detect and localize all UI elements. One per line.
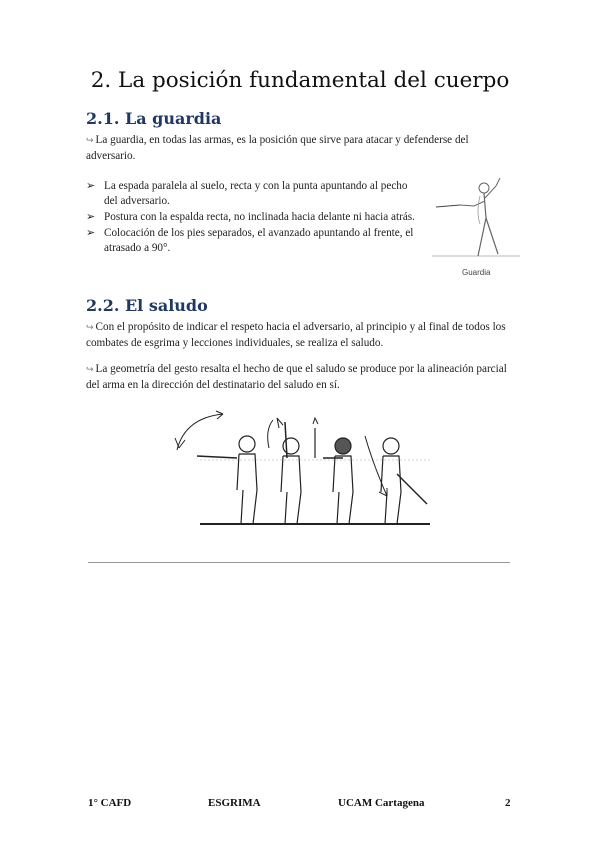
saludo-para-1-text: Con el propósito de indicar el respeto hacia el adversario, al principio y al final de todos los combates de esgrima y lecciones individuales, se realiza el saludo. (86, 321, 506, 349)
horizontal-rule (88, 562, 510, 563)
fencer-figure-1 (175, 411, 257, 524)
curved-arrow-icon: ↪ (86, 135, 94, 145)
bullet-text: La espada paralela al suelo, recta y con la punta apuntando al pecho del adversario. (104, 180, 408, 207)
guard-figure-caption: Guardia (462, 268, 491, 277)
guardia-bullet-list (86, 179, 416, 257)
saludo-para-1 (86, 319, 516, 351)
page-title: 2. La posición fundamental del cuerpo (90, 68, 510, 93)
list-item (86, 226, 416, 256)
curved-arrow-icon: ↪ (86, 322, 94, 332)
section-heading-guardia: 2.1. La guardia (86, 109, 222, 128)
arrowhead-bullet-icon: ➢ (86, 211, 96, 223)
fencer-figure-3 (313, 418, 353, 524)
bullet-text: Postura con la espalda recta, no inclinada hacia delante ni hacia atrás. (104, 211, 415, 223)
footer-subject: ESGRIMA (208, 797, 261, 809)
list-item (86, 179, 416, 209)
saludo-para-2-text: La geometría del gesto resalta el hecho de que el saludo se produce por la alineación parcial del arma en la dirección del destinatario del saludo en sí. (86, 363, 507, 391)
salute-illustration (165, 400, 435, 530)
fencer-figure-4 (365, 436, 427, 524)
saludo-para-2 (86, 361, 516, 393)
guard-illustration (430, 172, 522, 262)
fencer-figure-2 (268, 418, 301, 524)
footer-page-number: 2 (505, 797, 511, 809)
section-heading-saludo: 2.2. El saludo (86, 296, 208, 315)
guardia-intro (86, 132, 516, 164)
arrowhead-bullet-icon: ➢ (86, 227, 96, 239)
bullet-text: Colocación de los pies separados, el avanzado apuntando al frente, el atrasado a 90°. (104, 227, 414, 254)
list-item (86, 210, 416, 225)
guardia-intro-text: La guardia, en todas las armas, es la posición que sirve para atacar y defenderse del adversario. (86, 134, 469, 162)
footer-institution: UCAM Cartagena (338, 797, 425, 809)
arrowhead-bullet-icon: ➢ (86, 180, 96, 192)
curved-arrow-icon: ↪ (86, 364, 94, 374)
footer-course: 1° CAFD (88, 797, 132, 809)
